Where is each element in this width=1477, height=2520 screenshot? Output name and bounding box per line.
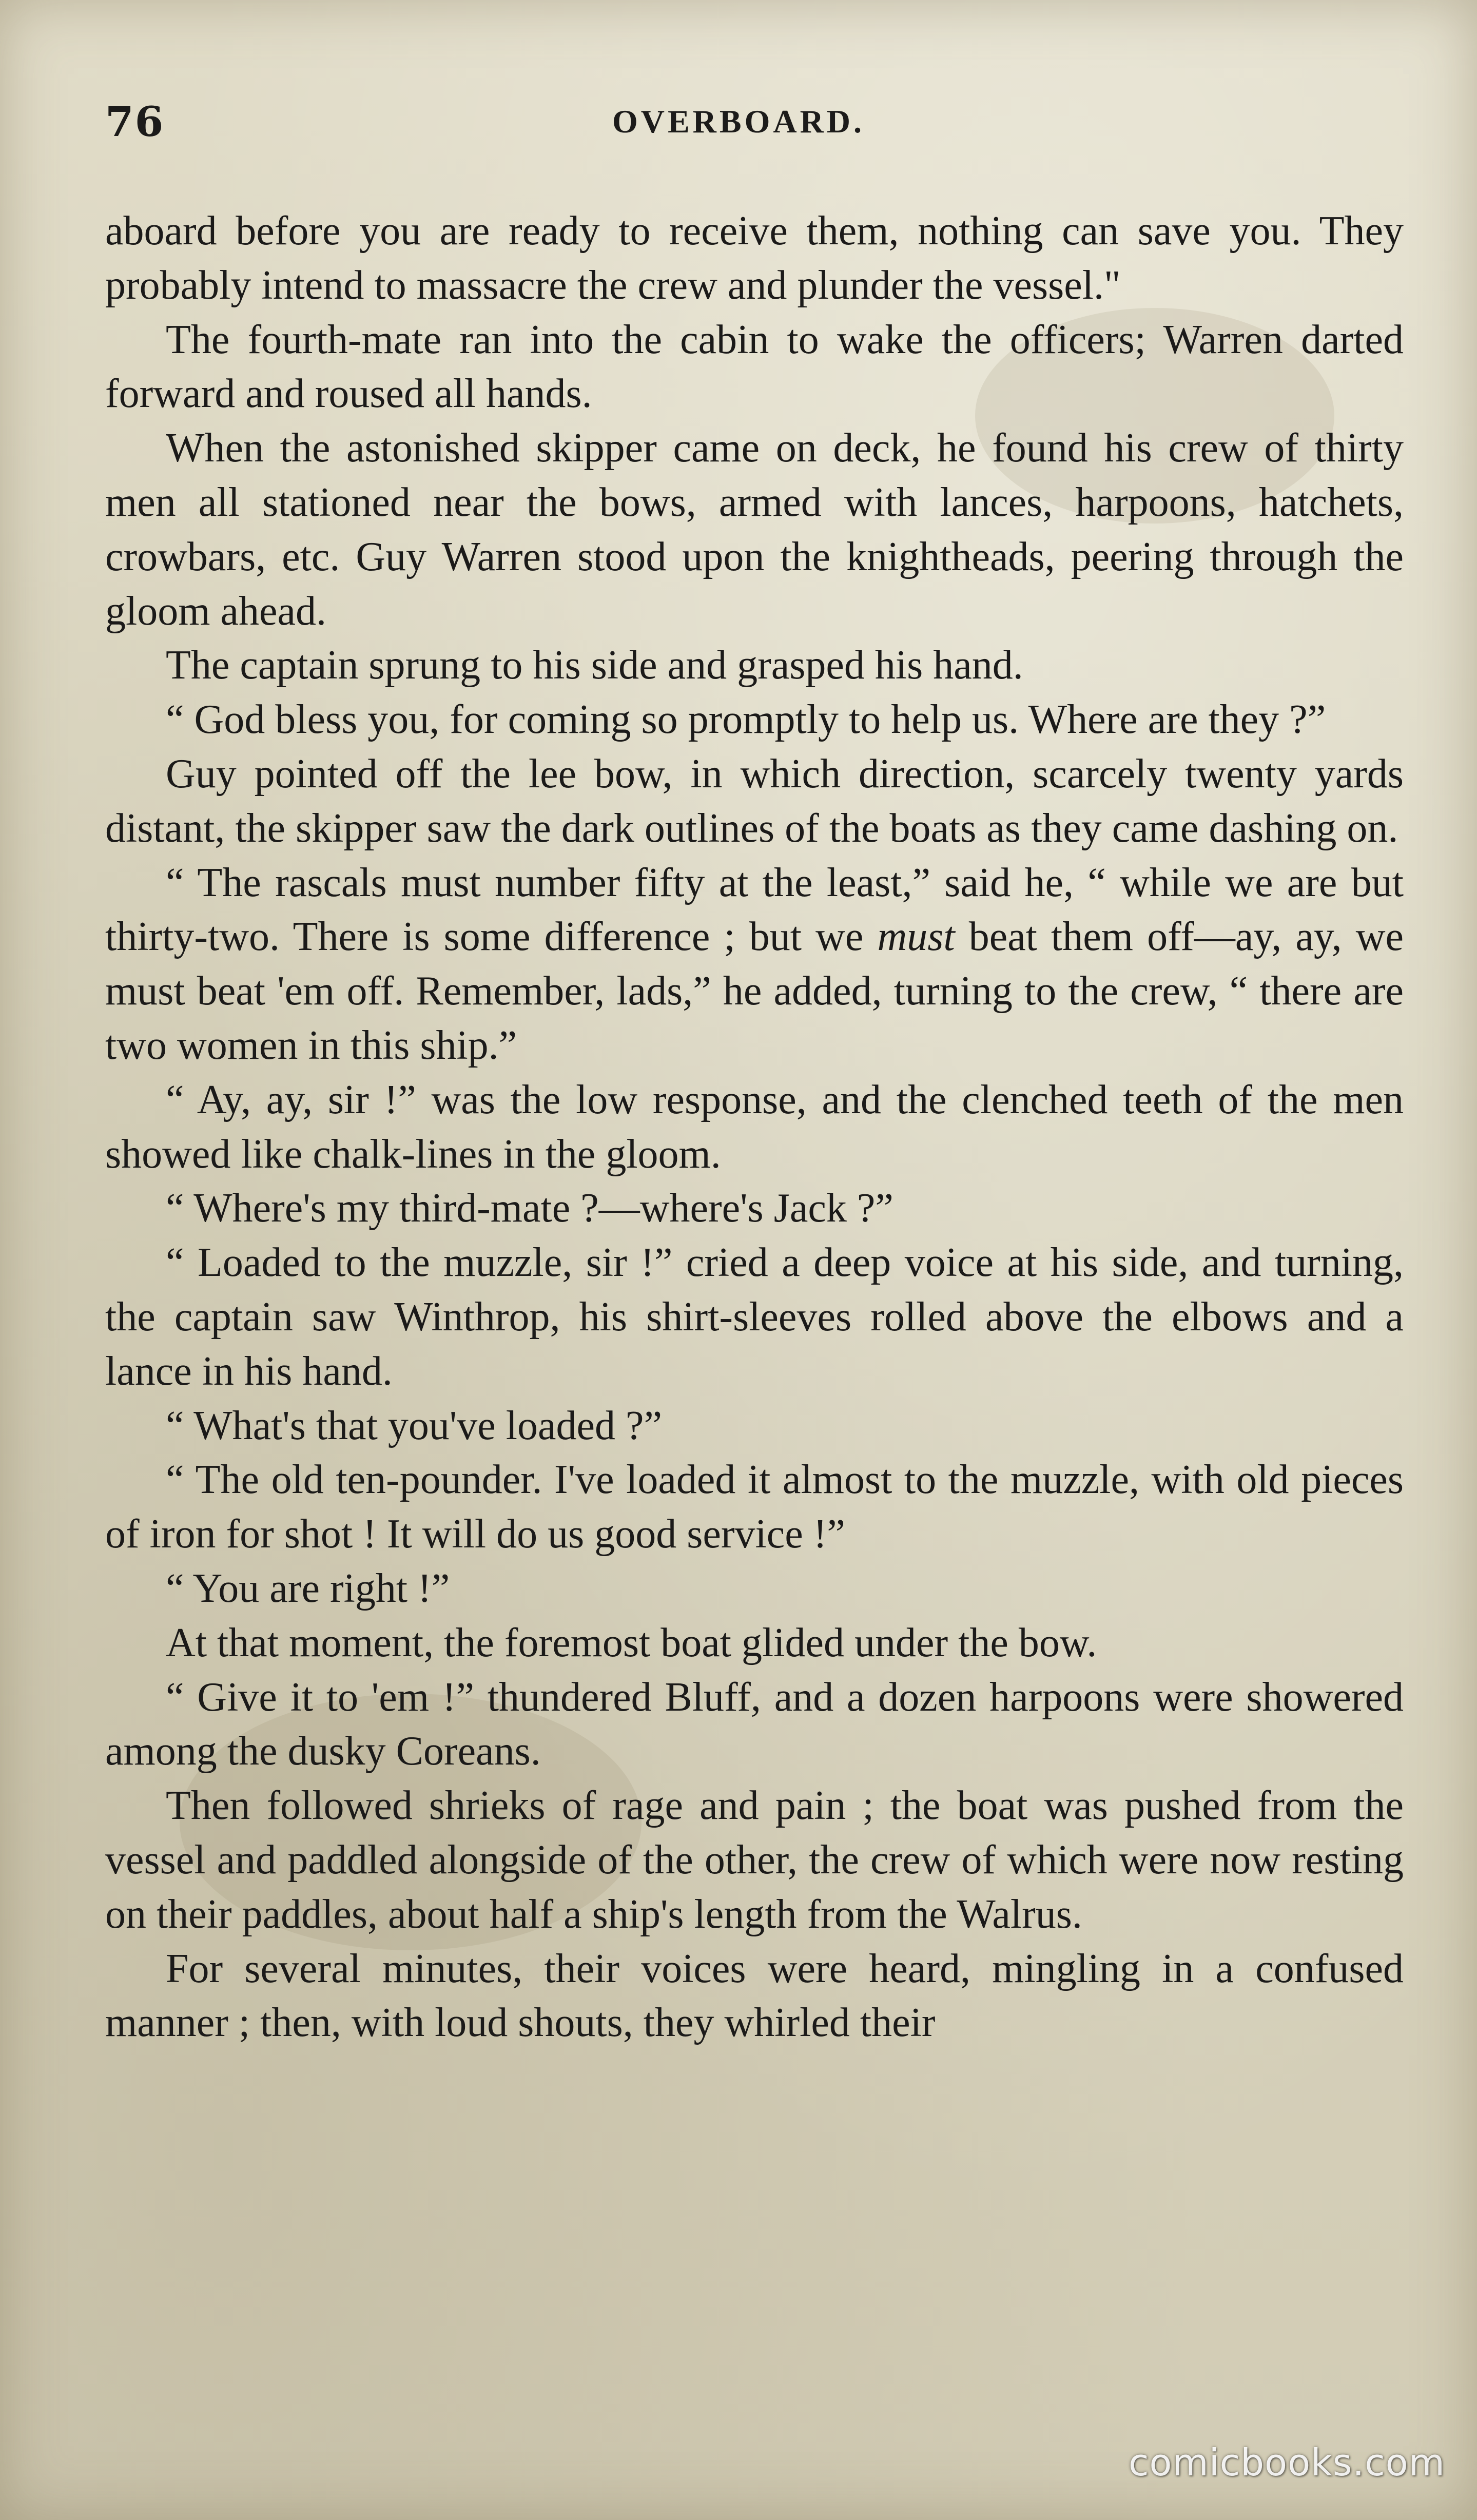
paragraph: “ The rascals must number fifty at the least,” said he, “ while we are but thirty-two. There is some difference ; but we must beat them off—ay, ay, we must beat 'em off. Remember, lads,” he added, turning to the crew, “ there are two women in this ship.” <box>105 860 1404 1068</box>
paragraph: “ Loaded to the muzzle, sir !” cried a deep voice at his side, and turning, the captain saw Winthrop, his shirt-sleeves rolled above the elbows and a lance in his hand. <box>105 1240 1404 1394</box>
paragraph: “ Give it to 'em !” thundered Bluff, and a dozen harpoons were showered among the dusky Coreans. <box>105 1674 1404 1774</box>
emphasis: must <box>877 914 955 960</box>
paragraph: “ Ay, ay, sir !” was the low response, and the clenched teeth of the men showed like chalk-lines in the gloom. <box>105 1077 1404 1177</box>
paragraph: Then followed shrieks of rage and pain ; the boat was pushed from the vessel and paddled alongside of the other, the crew of which were now resting on their paddles, about half a ship's length from the Walrus. <box>105 1783 1404 1937</box>
paragraph: aboard before you are ready to receive them, nothing can save you. They probably intend to massacre the crew and plunder the vessel." <box>105 208 1404 308</box>
paragraph: Guy pointed off the lee bow, in which direction, scarcely twenty yards distant, the skipper saw the dark outlines of the boats as they came dashing on. <box>105 751 1404 851</box>
paragraph: “ You are right !” <box>166 1565 450 1611</box>
page-number: 76 <box>105 98 165 146</box>
paragraph: At that moment, the foremost boat glided under the bow. <box>166 1620 1097 1665</box>
paragraph: The fourth-mate ran into the cabin to wake the officers; Warren darted forward and roused all hands. <box>105 317 1404 417</box>
running-title: OVERBOARD. <box>612 103 865 140</box>
body-text <box>105 204 1404 2050</box>
paragraph: When the astonished skipper came on deck, he found his crew of thirty men all stationed near the bows, armed with lances, harpoons, hatchets, crowbars, etc. Guy Warren stood upon the knightheads, peering through the gloom ahead. <box>105 425 1404 634</box>
paragraph: “ Where's my third-mate ?—where's Jack ?” <box>166 1186 893 1231</box>
paragraph: “ What's that you've loaded ?” <box>166 1403 662 1448</box>
watermark: comicbooks.com <box>1128 2441 1445 2484</box>
paragraph: “ The old ten-pounder. I've loaded it almost to the muzzle, with old pieces of iron for shot ! It will do us good service !” <box>105 1457 1404 1557</box>
paragraph: The captain sprung to his side and grasped his hand. <box>166 643 1023 688</box>
paragraph: “ God bless you, for coming so promptly to help us. Where are they ?” <box>166 697 1326 743</box>
paragraph: For several minutes, their voices were heard, mingling in a confused manner ; then, with loud shouts, they whirled their <box>105 1946 1404 2046</box>
